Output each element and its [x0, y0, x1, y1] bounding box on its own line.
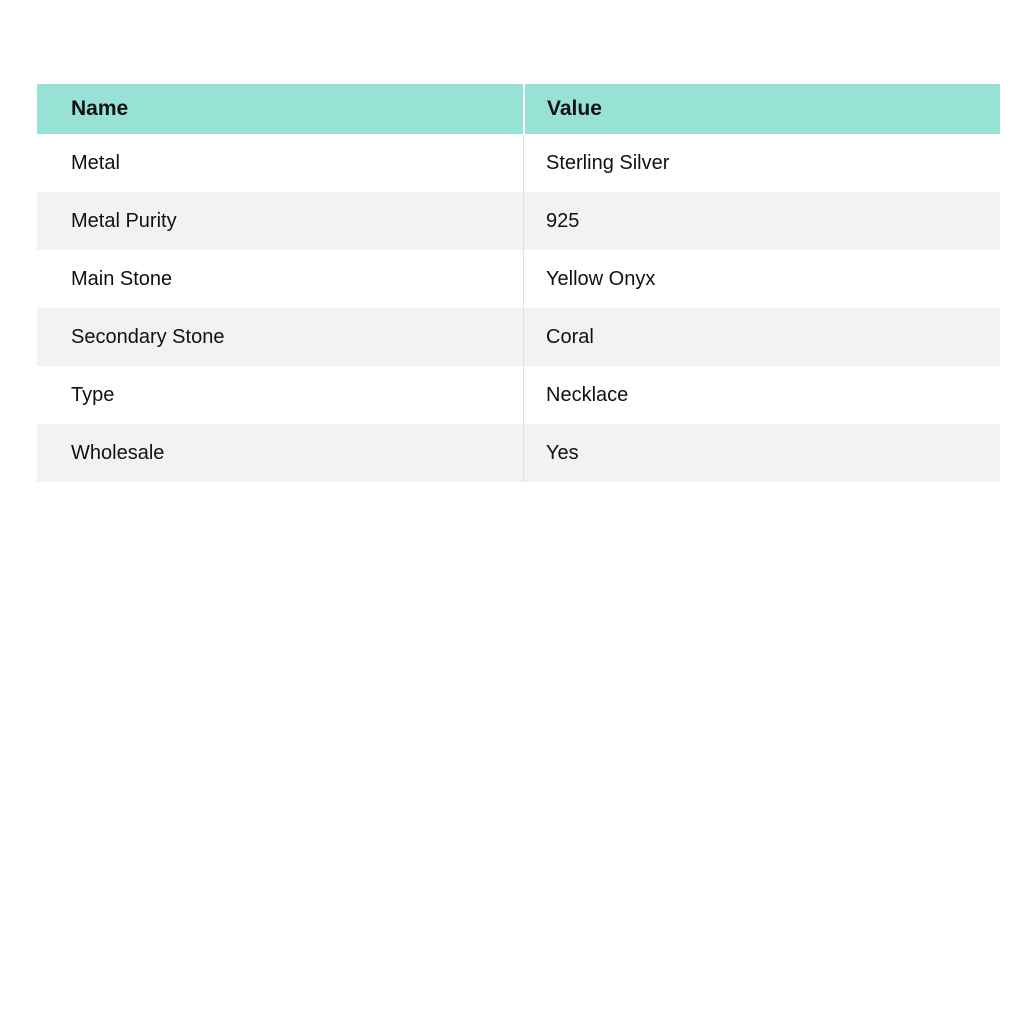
- cell-name: Metal Purity: [71, 209, 177, 232]
- table-row: [37, 192, 1000, 250]
- cell-value: Yes: [523, 424, 1000, 482]
- table-body: [37, 134, 1000, 482]
- cell-value: Coral: [523, 308, 1000, 366]
- cell-value: Sterling Silver: [523, 134, 1000, 192]
- header-name: Name: [71, 97, 129, 120]
- table-row: [37, 134, 1000, 192]
- cell-name: Wholesale: [71, 441, 165, 464]
- product-spec-table: [37, 84, 1000, 482]
- cell-name: Secondary Stone: [71, 325, 225, 348]
- cell-value: Yellow Onyx: [523, 250, 1000, 308]
- table-row: [37, 250, 1000, 308]
- cell-name: Type: [71, 383, 115, 406]
- cell-value: 925: [523, 192, 1000, 250]
- cell-value: Necklace: [523, 366, 1000, 424]
- table-row: [37, 424, 1000, 482]
- table-row: [37, 366, 1000, 424]
- cell-name: Main Stone: [71, 267, 173, 290]
- header-value: Value: [523, 84, 1000, 134]
- table-row: [37, 308, 1000, 366]
- table-header-row: [37, 84, 1000, 134]
- cell-name: Metal: [71, 151, 120, 174]
